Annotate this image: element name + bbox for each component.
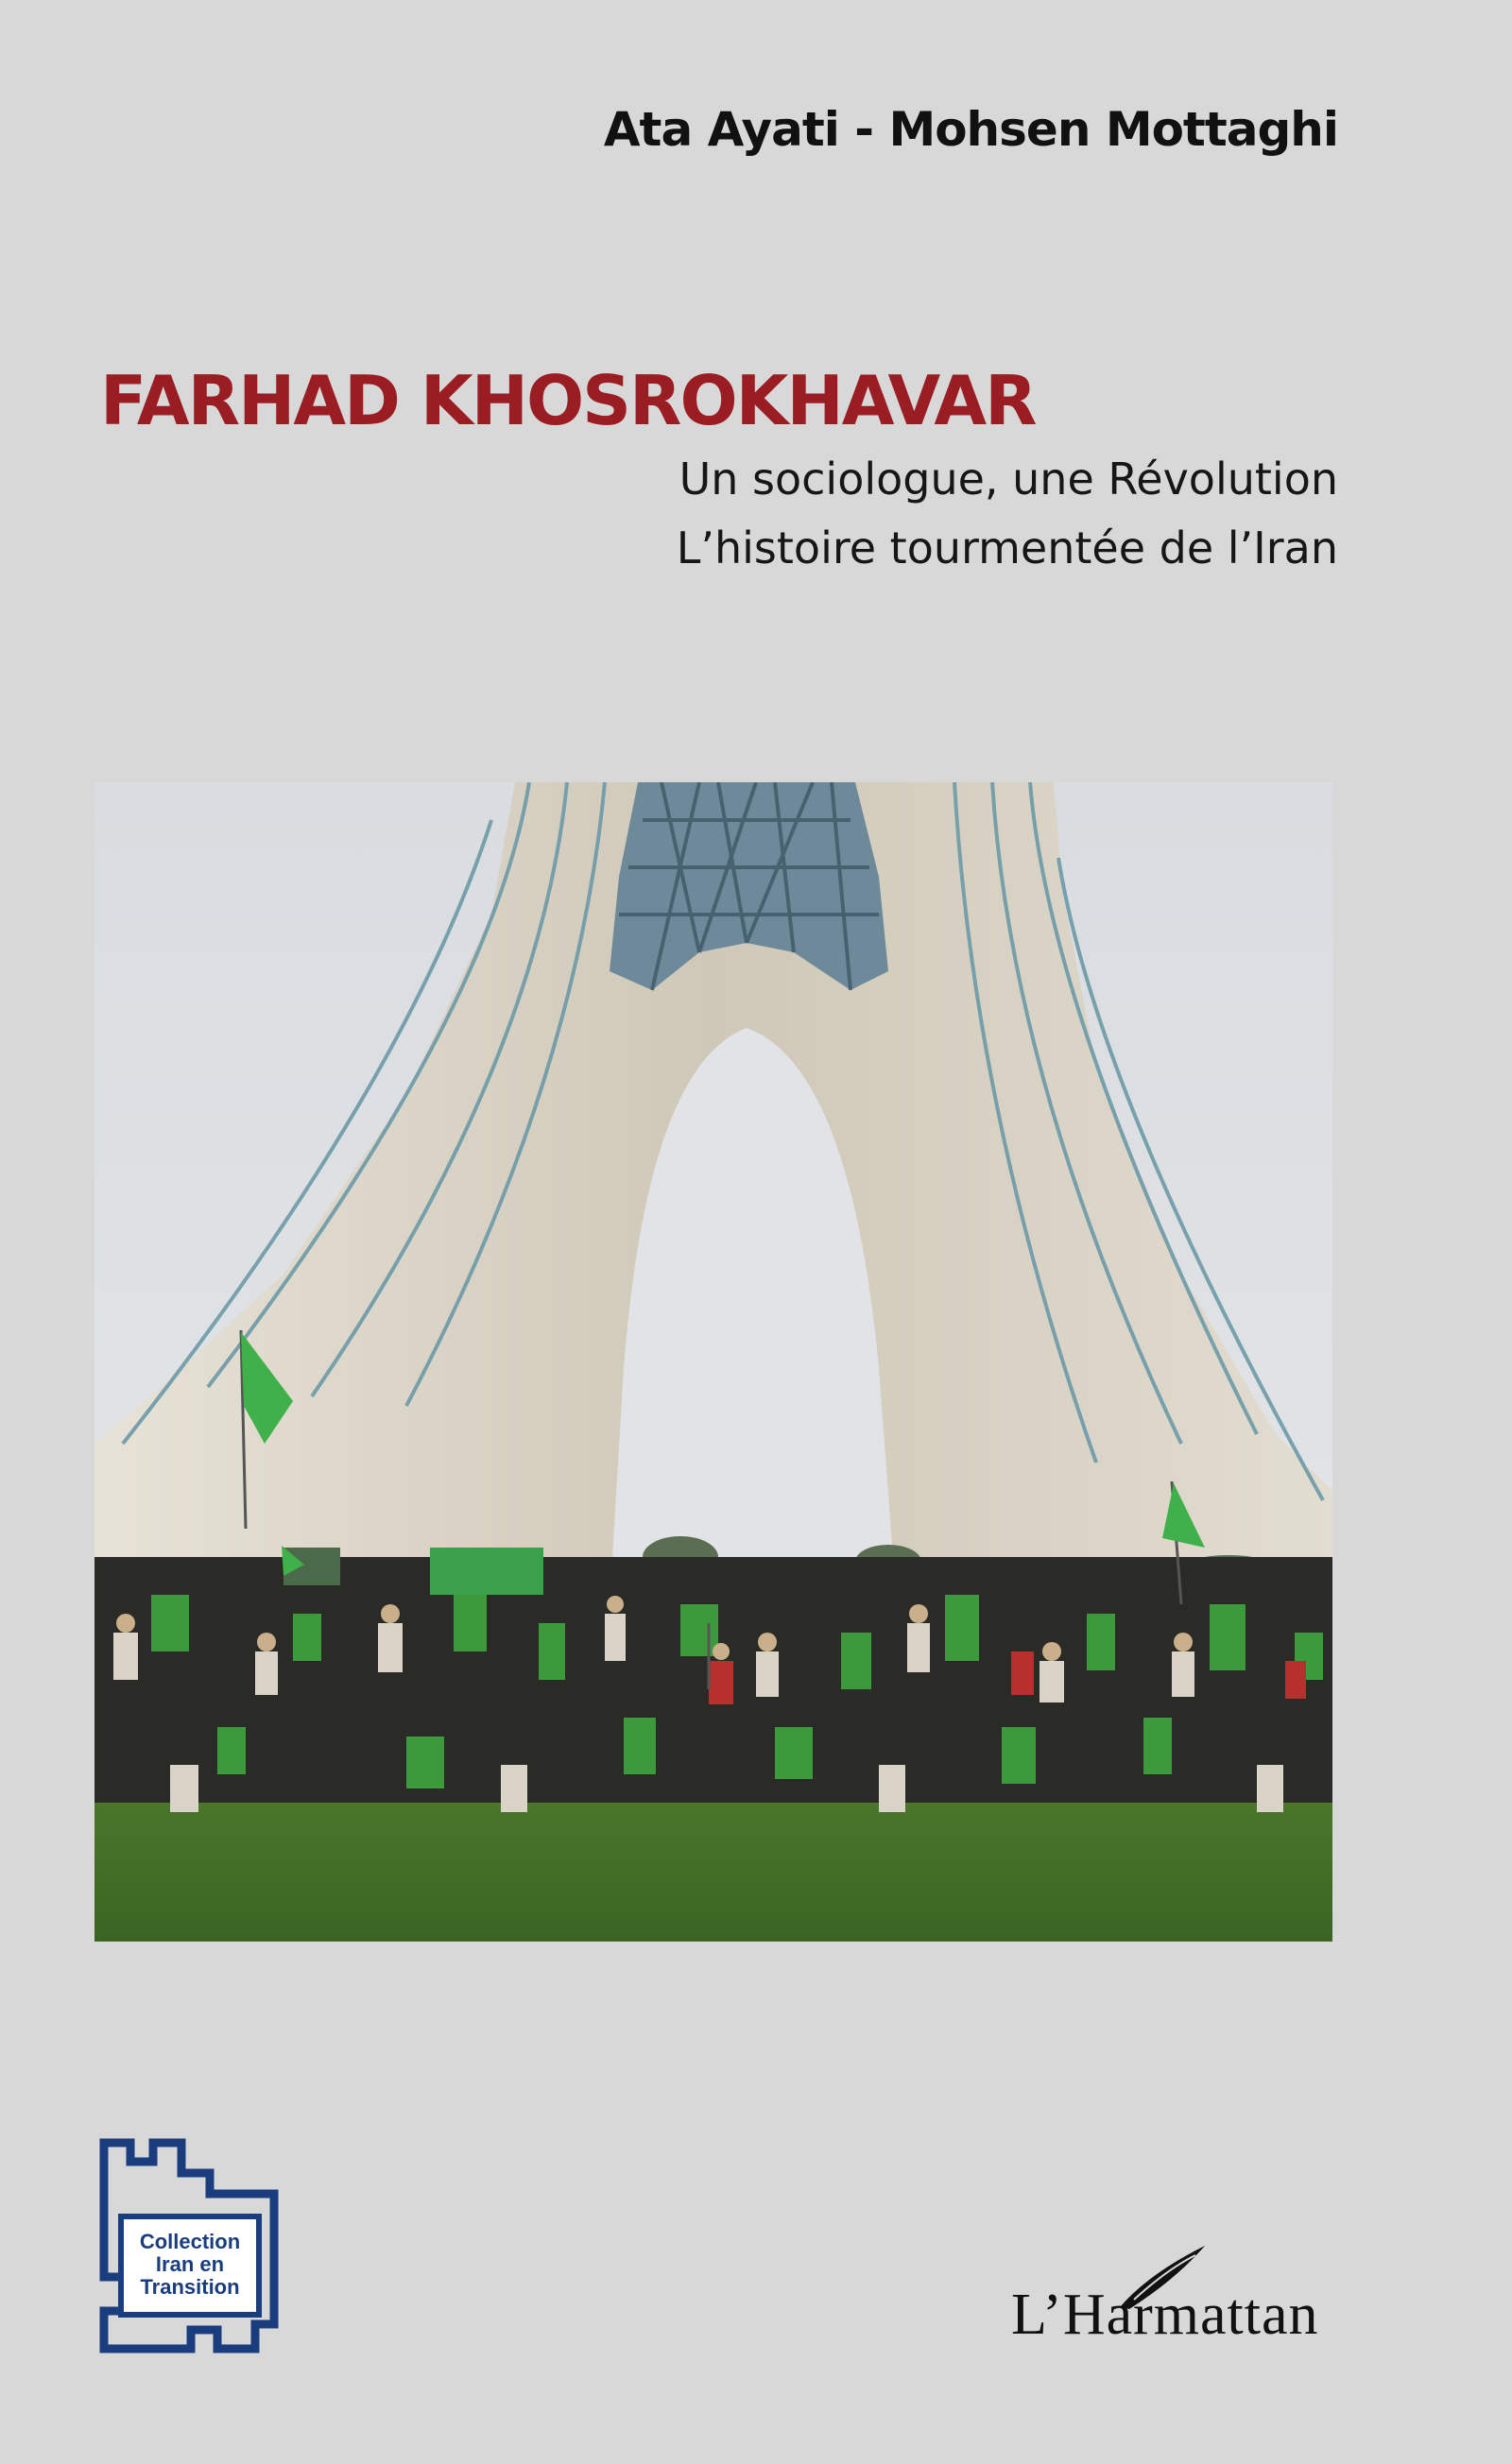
quill-icon: [1101, 2241, 1214, 2317]
publisher-logo: [1011, 2267, 1342, 2371]
subtitle-line-1: Un sociologue, une Révolution: [679, 453, 1338, 505]
book-title: FARHAD KHOSROKHAVAR: [100, 361, 1036, 440]
collection-logo: [96, 2135, 282, 2356]
collection-label-line-2: Iran en: [155, 2252, 225, 2276]
publisher-name: L’Harmattan: [1011, 2283, 1319, 2347]
cover-photo: [94, 782, 1332, 1942]
collection-label-line-3: Transition: [140, 2275, 240, 2299]
authors: Ata Ayati - Mohsen Mottaghi: [603, 102, 1338, 157]
subtitle-line-2: L’histoire tourmentée de l’Iran: [676, 522, 1338, 573]
collection-label-line-1: Collection: [139, 2230, 241, 2253]
collection-label: [129, 2231, 251, 2299]
